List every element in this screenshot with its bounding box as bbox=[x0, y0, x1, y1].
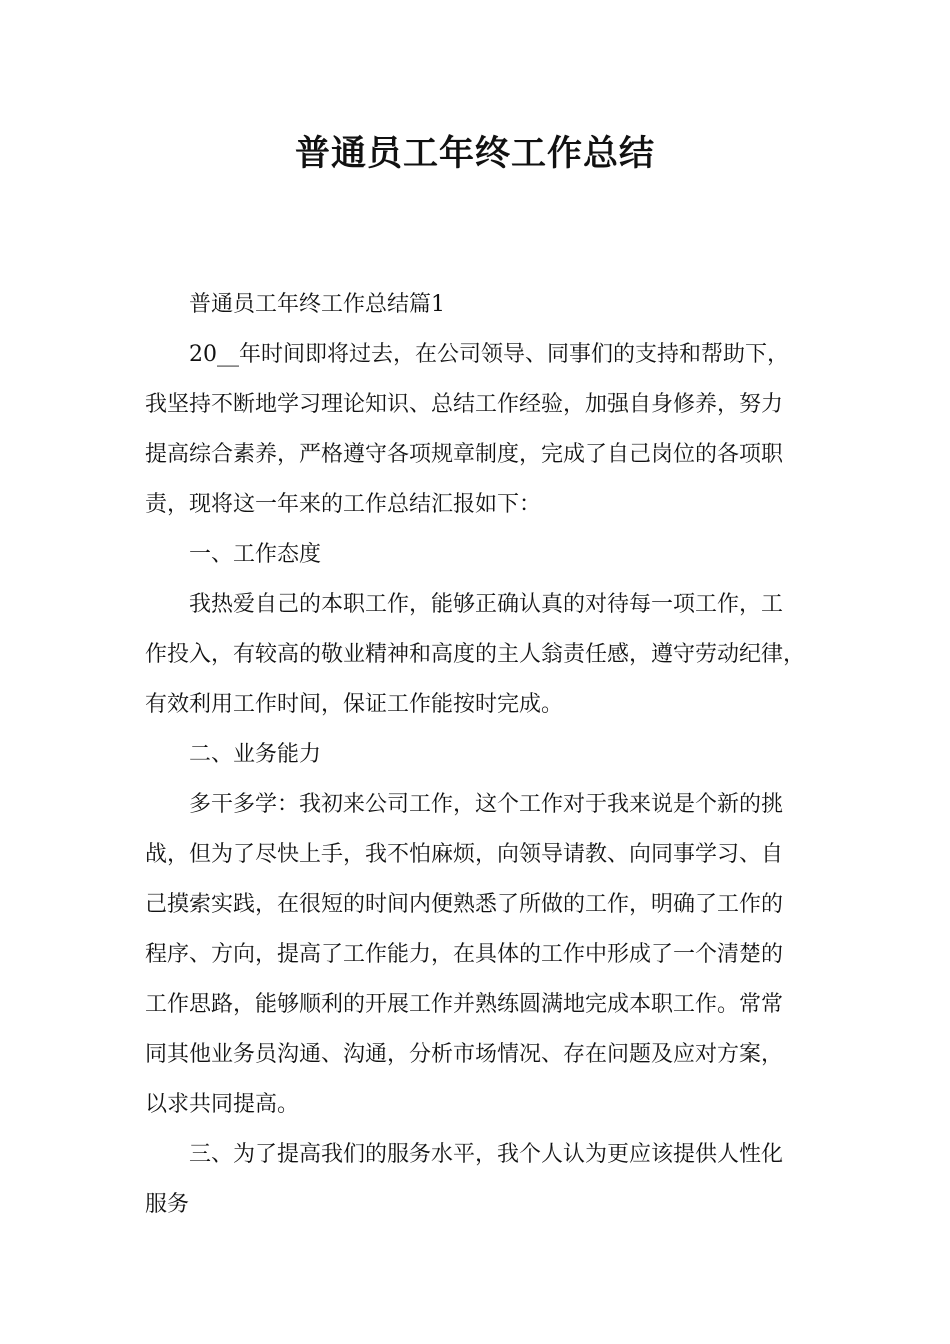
paragraph-line: 责，现将这一年来的工作总结汇报如下： bbox=[145, 492, 542, 517]
document-body bbox=[145, 280, 825, 1230]
document-title: 普通员工年终工作总结 bbox=[294, 134, 655, 174]
paragraph-line: 普通员工年终工作总结篇1 bbox=[189, 292, 445, 317]
paragraph-line: 服务 bbox=[145, 1192, 190, 1217]
paragraph-line: 作投入，有较高的敬业精神和高度的主人翁责任感，遵守劳动纪律， bbox=[145, 642, 806, 667]
paragraph-line: 程序、方向，提高了工作能力，在具体的工作中形成了一个清楚的 bbox=[145, 942, 784, 967]
paragraph-line: 20__年时间即将过去，在公司领导、同事们的支持和帮助下， bbox=[189, 342, 789, 367]
section-heading bbox=[145, 280, 825, 330]
paragraph-line: 提高综合素养，严格遵守各项规章制度，完成了自己岗位的各项职 bbox=[145, 442, 784, 467]
paragraph-line: 二、业务能力 bbox=[189, 742, 322, 767]
paragraph-line: 工作思路，能够顺利的开展工作并熟练圆满地完成本职工作。常常 bbox=[145, 992, 784, 1017]
paragraph-line: 战，但为了尽快上手，我不怕麻烦，向领导请教、向同事学习、自 bbox=[145, 842, 784, 867]
paragraph bbox=[145, 580, 825, 730]
section-heading bbox=[145, 1130, 825, 1230]
paragraph-line: 己摸索实践，在很短的时间内便熟悉了所做的工作，明确了工作的 bbox=[145, 892, 784, 917]
paragraph-line: 以求共同提高。 bbox=[145, 1092, 300, 1117]
paragraph-line: 我坚持不断地学习理论知识、总结工作经验，加强自身修养，努力 bbox=[145, 392, 784, 417]
section-heading bbox=[145, 530, 825, 580]
paragraph-line: 同其他业务员沟通、沟通，分析市场情况、存在问题及应对方案， bbox=[145, 1042, 784, 1067]
paragraph-line: 我热爱自己的本职工作，能够正确认真的对待每一项工作，工 bbox=[189, 592, 784, 617]
paragraph-line: 一、工作态度 bbox=[189, 542, 322, 567]
section-heading bbox=[145, 730, 825, 780]
paragraph-line: 三、为了提高我们的服务水平，我个人认为更应该提供人性化 bbox=[189, 1142, 784, 1167]
paragraph-line: 多干多学：我初来公司工作，这个工作对于我来说是个新的挑 bbox=[189, 792, 784, 817]
paragraph bbox=[145, 780, 825, 1130]
paragraph-line: 有效利用工作时间，保证工作能按时完成。 bbox=[145, 692, 564, 717]
paragraph bbox=[145, 330, 825, 530]
